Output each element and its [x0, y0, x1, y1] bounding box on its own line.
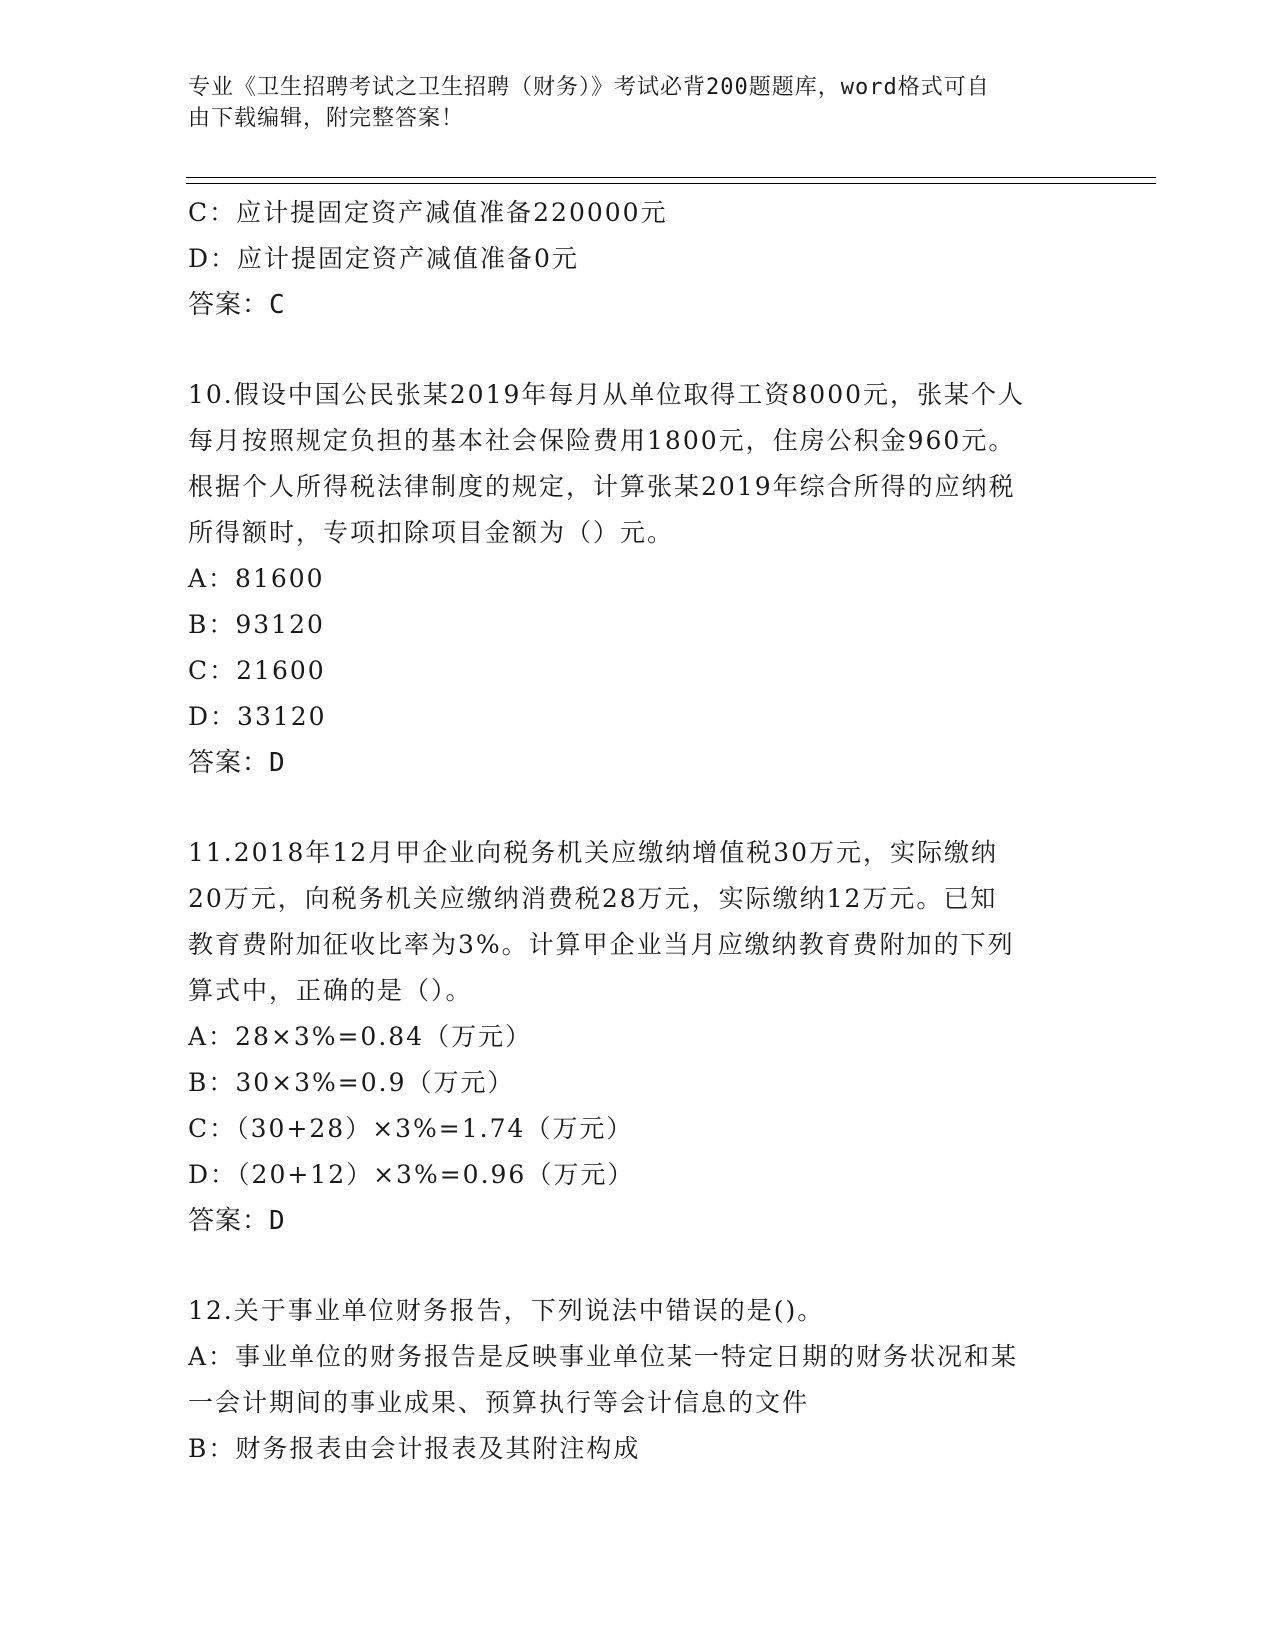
stem-line: 教育费附加征收比率为3%。计算甲企业当月应缴纳教育费附加的下列: [188, 930, 1015, 959]
option-b: B：93120: [188, 610, 325, 639]
stem-line: 所得额时，专项扣除项目金额为（）元。: [188, 518, 675, 547]
option-c: C：（30+28）×3%=1.74（万元）: [188, 1114, 634, 1143]
option-a: A：28×3%=0.84（万元）: [188, 1022, 533, 1051]
question-stem: [188, 372, 1088, 556]
answer-value: C: [269, 290, 286, 320]
header-title-line-1: 专业《卫生招聘考试之卫生招聘（财务）》考试必背200题题库，word格式可自: [188, 75, 990, 100]
option-d: D：33120: [188, 702, 327, 731]
question-10: [188, 372, 1088, 786]
option-c: C：21600: [188, 656, 326, 685]
header-divider-top: [186, 177, 1156, 178]
spacer: [188, 786, 1088, 830]
stem-line: 10.假设中国公民张某2019年每月从单位取得工资8000元，张某个人: [188, 380, 1026, 409]
stem-line: 20万元，向税务机关应缴纳消费税28万元，实际缴纳12万元。已知: [188, 884, 998, 913]
option-a-line-1: A：事业单位的财务报告是反映事业单位某一特定日期的财务状况和某: [188, 1342, 1019, 1371]
stem-line: 每月按照规定负担的基本社会保险费用1800元，住房公积金960元。: [188, 426, 1016, 455]
header-divider-bottom: [186, 183, 1156, 184]
spacer: [188, 1244, 1088, 1288]
option-a-line-2: 一会计期间的事业成果、预算执行等会计信息的文件: [188, 1388, 810, 1417]
question-content: [188, 190, 1088, 1472]
question-stem: [188, 1288, 1088, 1334]
header-title-line-2: 由下载编辑，附完整答案！: [188, 106, 465, 131]
question-11: [188, 830, 1088, 1244]
answer-line: [188, 740, 1088, 786]
stem-line: 11.2018年12月甲企业向税务机关应缴纳增值税30万元，实际缴纳: [188, 838, 999, 867]
answer-line: [188, 1198, 1088, 1244]
stem-line: 12.关于事业单位财务报告，下列说法中错误的是()。: [188, 1296, 825, 1325]
document-header: [188, 72, 1088, 134]
stem-line: 根据个人所得税法律制度的规定，计算张某2019年综合所得的应纳税: [188, 472, 1016, 501]
answer-line: [188, 282, 1088, 328]
answer-label: 答案：: [188, 290, 270, 320]
option-c: C：应计提固定资产减值准备220000元: [188, 198, 668, 227]
option-b: B：30×3%=0.9（万元）: [188, 1068, 515, 1097]
stem-line: 算式中，正确的是（）。: [188, 976, 473, 1005]
question-stem: [188, 830, 1088, 1014]
option-d: D：应计提固定资产减值准备0元: [188, 244, 579, 273]
option-d: D：（20+12）×3%=0.96（万元）: [188, 1160, 635, 1189]
option-a: A：81600: [188, 564, 325, 593]
answer-label: 答案：: [188, 748, 270, 778]
answer-value: D: [269, 1206, 286, 1236]
answer-label: 答案：: [188, 1206, 270, 1236]
answer-value: D: [269, 748, 286, 778]
spacer: [188, 328, 1088, 372]
question-12: [188, 1288, 1088, 1472]
option-b: B：财务报表由会计报表及其附注构成: [188, 1434, 641, 1463]
question-9-continuation: [188, 190, 1088, 328]
